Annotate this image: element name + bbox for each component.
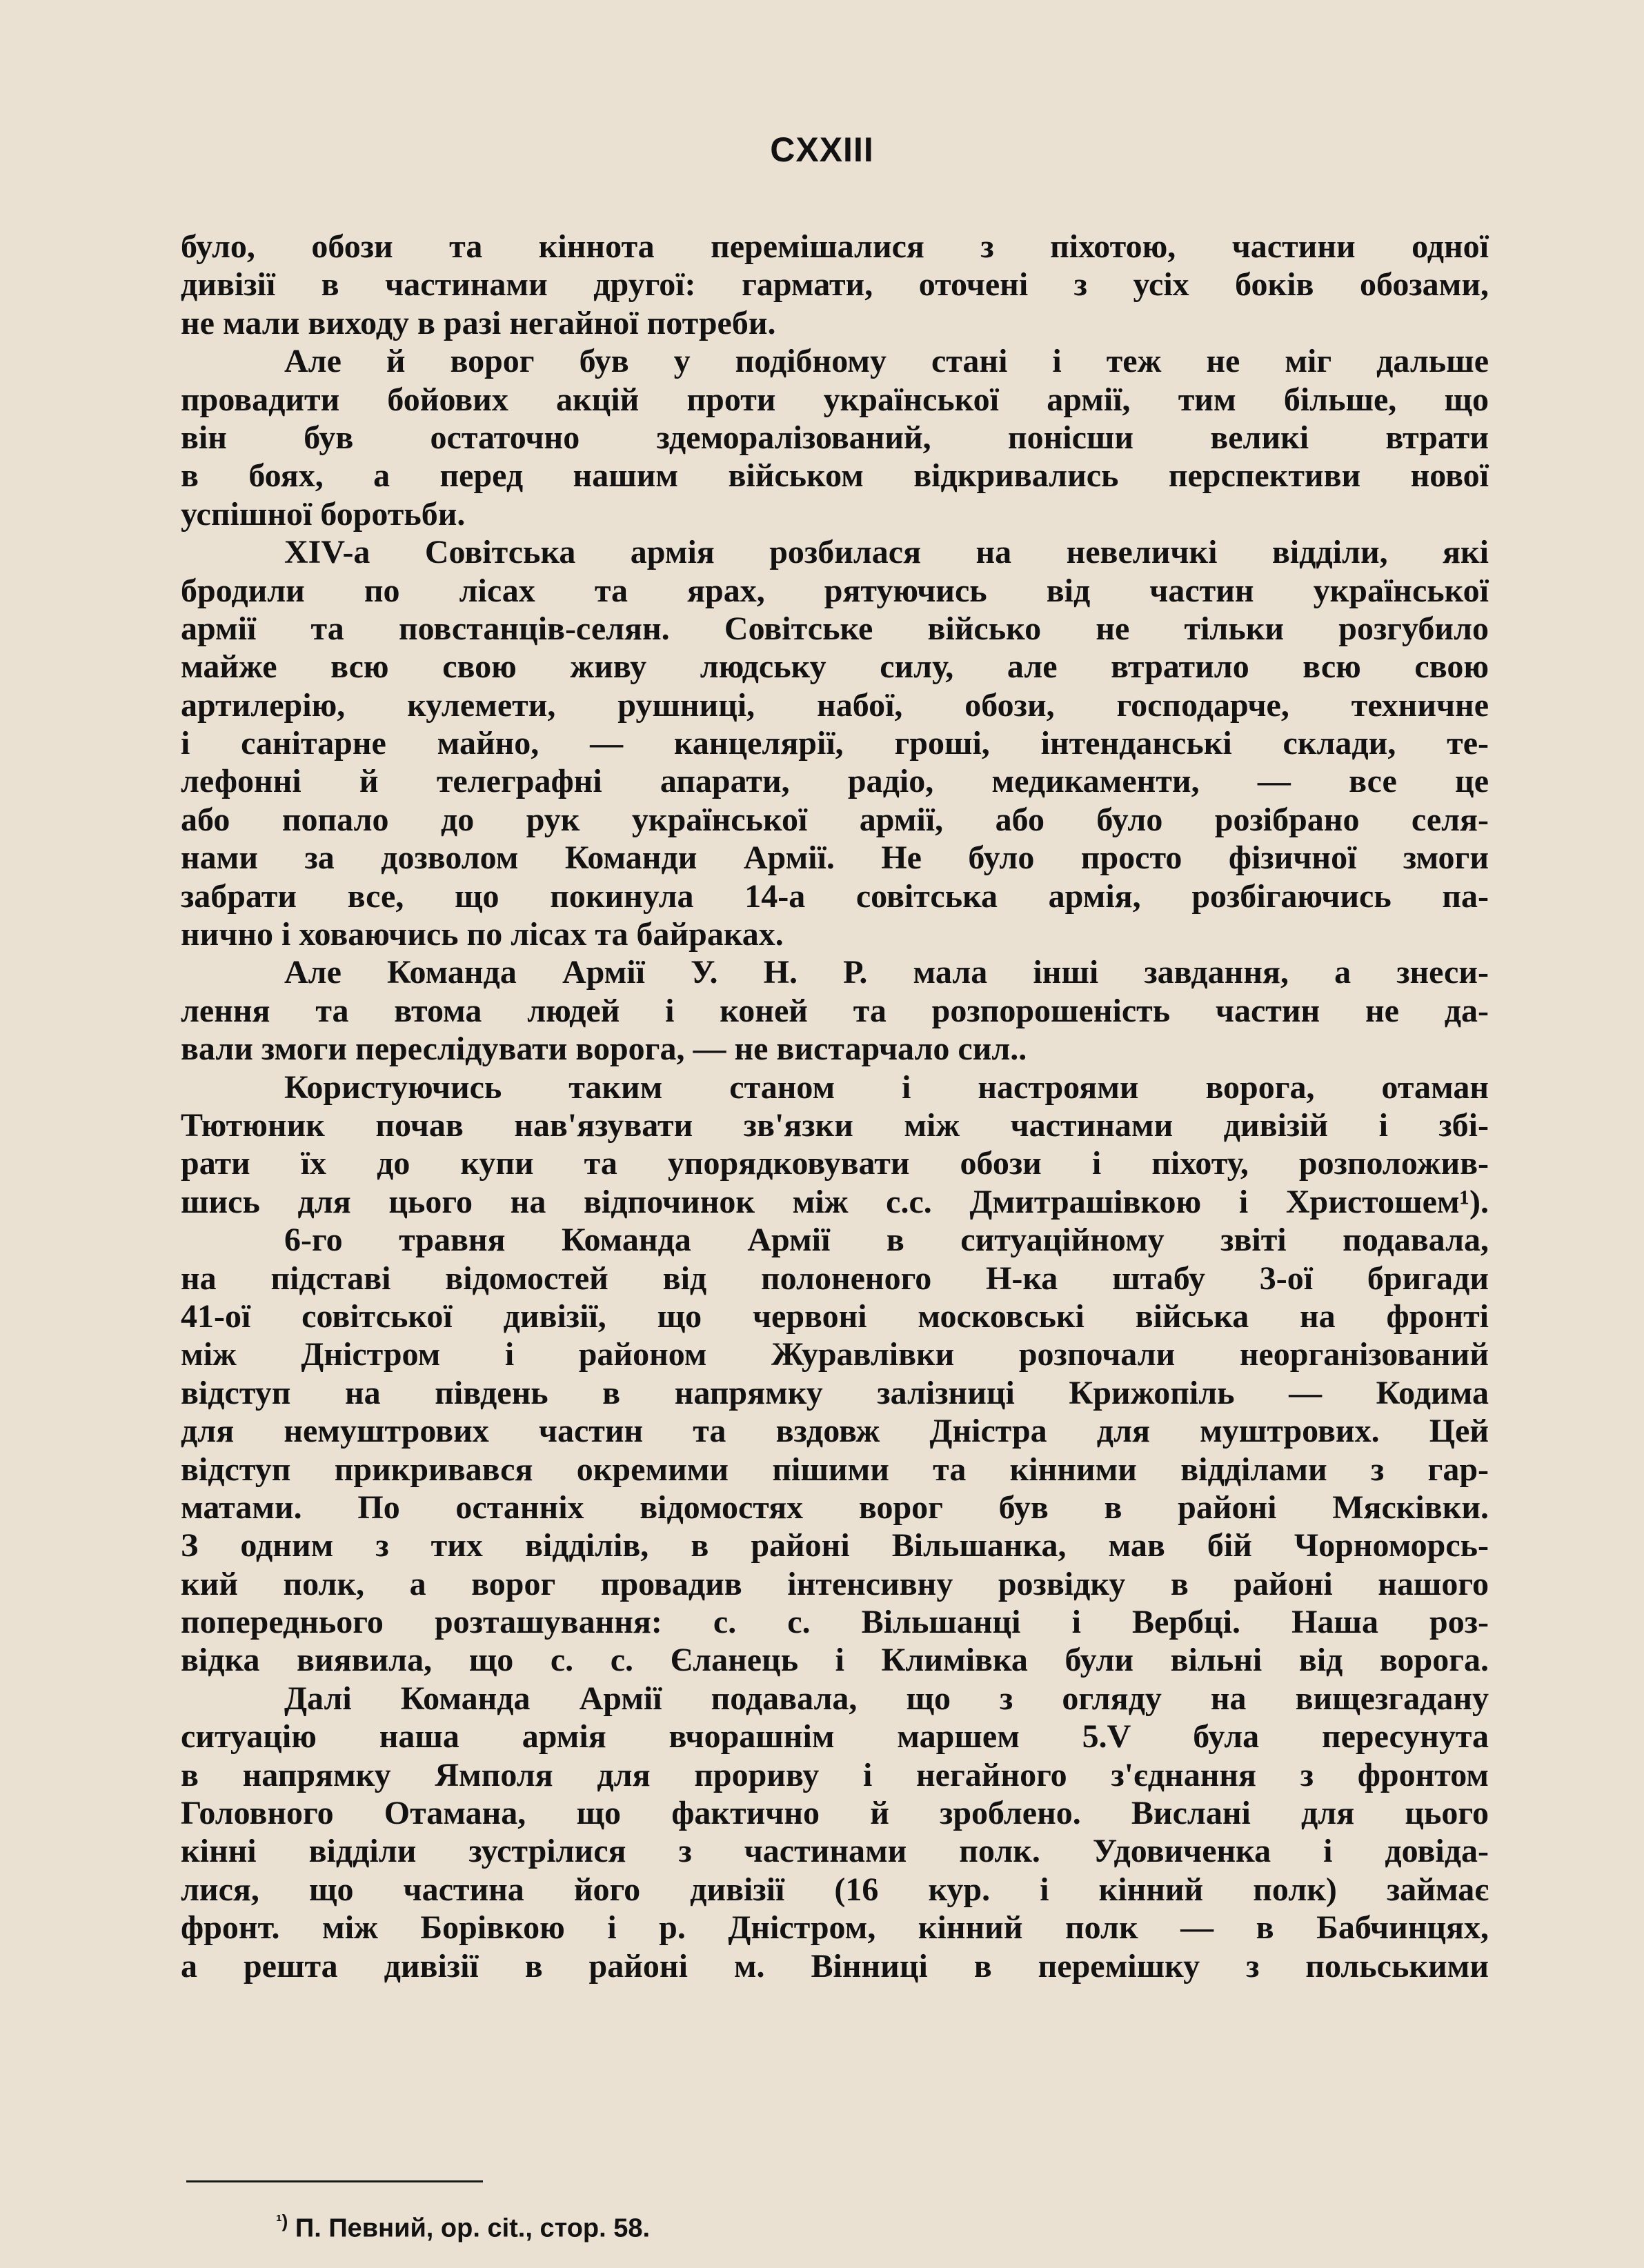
text-line: лися, що частина його дивізії (16 кур. і кінний полк) займає — [181, 1871, 1489, 1908]
text-line: Але Команда Армії У. Н. Р. мала інші завдання, а знеси- — [284, 954, 1489, 991]
text-line: дивізії в частинами другої: гармати, оточені з усіх боків обозами, — [181, 266, 1489, 304]
text-line: успішної боротьби. — [181, 495, 466, 533]
text-line: не мали виходу в разі негайної потреби. — [181, 304, 776, 341]
text-line: лефонні й телеграфні апарати, радіо, медикаменти, — все це — [181, 763, 1489, 800]
text-line: він був остаточно здеморалізований, понісши великі втрати — [181, 419, 1489, 456]
text-line: між Дністром і районом Журавлівки розпочали неорганізований — [181, 1336, 1489, 1373]
text-line: відступ на південь в напрямку залізниці Крижопіль — Кодима — [181, 1374, 1489, 1411]
footnote — [276, 2211, 650, 2244]
text-line: З одним з тих відділів, в районі Вільшанка, мав бій Чорноморсь- — [181, 1527, 1489, 1564]
text-line: рати їх до купи та упорядковувати обози і піхоту, розположив- — [181, 1145, 1489, 1182]
text-line: лення та втома людей і коней та розпорошеність частин не да- — [181, 992, 1489, 1029]
text-line: було, обози та кіннота перемішалися з піхотою, частини одної — [181, 228, 1489, 265]
footnote-text: П. Певний, op. cit., стор. 58. — [295, 2214, 651, 2243]
text-line: Користуючись таким станом і настроями ворога, отаман — [284, 1068, 1489, 1106]
text-line: кий полк, а ворог провадив інтенсивну розвідку в районі нашого — [181, 1565, 1489, 1602]
text-line: армії та повстанців-селян. Совітське військо не тільки розгубило — [181, 610, 1489, 647]
text-line: Далі Команда Армії подавала, що з огляду на вищезгадану — [284, 1680, 1489, 1717]
text-line: нично і ховаючись по лісах та байраках. — [181, 916, 784, 953]
text-line: бродили по лісах та ярах, рятуючись від частин української — [181, 572, 1489, 609]
footnote-divider — [186, 2180, 483, 2182]
text-line: фронт. між Борівкою і р. Дністром, кінний полк — в Бабчинцях, — [181, 1909, 1489, 1947]
text-line: нами за дозволом Команди Армії. Не було просто фізичної змоги — [181, 839, 1489, 877]
text-line: для немуштрових частин та вздовж Дністра для муштрових. Цей — [181, 1413, 1489, 1450]
text-line: артилерію, кулемети, рушниці, набої, обози, господарче, техничне — [181, 686, 1489, 724]
body-text — [181, 228, 1489, 1985]
text-line: і санітарне майно, — канцелярії, гроші, інтенданські склади, те- — [181, 725, 1489, 762]
text-line: в напрямку Ямполя для прориву і негайного з'єднання з фронтом — [181, 1756, 1489, 1793]
text-line: відступ прикривався окремими пішими та кінними відділами з гар- — [181, 1451, 1489, 1488]
text-line: в боях, а перед нашим військом відкривались перспективи нової — [181, 457, 1489, 495]
text-line: а решта дивізії в районі м. Вінниці в перемішку з польськими — [181, 1947, 1489, 1984]
text-line: Тютюник почав нав'язувати зв'язки між частинами дивізій і збі- — [181, 1106, 1489, 1144]
text-line: ситуацію наша армія вчорашнім маршем 5.V була пересунута — [181, 1718, 1489, 1755]
text-line: Головного Отамана, що фактично й зроблено. Вислані для цього — [181, 1795, 1489, 1832]
text-line: Але й ворог був у подібному стані і теж не міг дальше — [284, 343, 1489, 380]
text-line: на підставі відомостей від полоненого Н-ка штабу 3-ої бригади — [181, 1260, 1489, 1297]
text-line: XIV-а Совітська армія розбилася на невеличкі відділи, які — [284, 534, 1489, 571]
page-number: CXXIII — [770, 130, 874, 169]
text-line: майже всю свою живу людську силу, але втратило всю свою — [181, 648, 1489, 686]
text-line: забрати все, що покинула 14-а совітська армія, розбігаючись па- — [181, 877, 1489, 915]
text-line: відка виявила, що с. с. Єланець і Климівка були вільні від ворога. — [181, 1642, 1489, 1679]
text-line: провадити бойових акцій проти української армії, тим більше, що — [181, 381, 1489, 418]
text-line: 41-ої совітської дивізії, що червоні московські війська на фронті — [181, 1297, 1489, 1335]
text-line: або попало до рук української армії, або було розібрано селя- — [181, 801, 1489, 838]
text-line: 6-го травня Команда Армії в ситуаційному звіті подавала, — [284, 1222, 1489, 1259]
text-line: кінні відділи зустрілися з частинами полк. Удовиченка і довіда- — [181, 1833, 1489, 1870]
text-line: шись для цього на відпочинок між с.с. Дмитрашівкою і Христошем¹). — [181, 1183, 1489, 1220]
text-line: попереднього розташування: с. с. Вільшанці і Вербці. Наша роз- — [181, 1604, 1489, 1641]
text-line: вали змоги переслідувати ворога, — не вистарчало сил.. — [181, 1031, 1027, 1068]
text-line: матами. По останніх відомостях ворог був в районі Мясківки. — [181, 1489, 1489, 1526]
footnote-marker: ¹) — [276, 2211, 288, 2231]
